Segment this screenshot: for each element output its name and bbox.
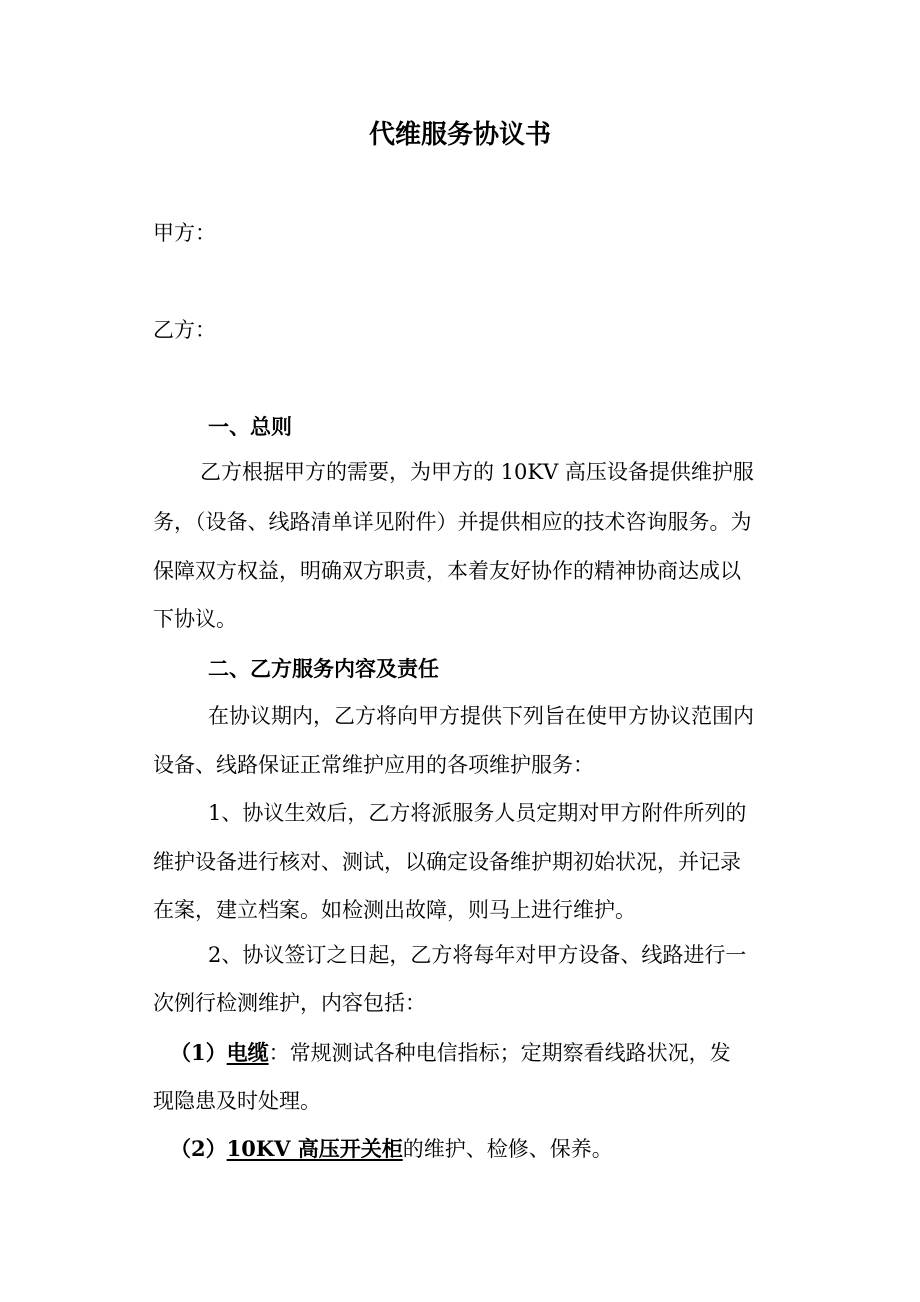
paragraph-line: 1、协议生效后，乙方将派服务人员定期对甲方附件所列的 <box>208 801 747 825</box>
paragraph-line: 保障双方权益，明确双方职责，本着友好协作的精神协商达成以 <box>153 559 741 583</box>
sub-item-switchgear <box>170 1138 613 1160</box>
paragraph-line: 2、协议签订之日起，乙方将每年对甲方设备、线路进行一 <box>208 943 747 967</box>
sub-item-term: 电缆 <box>226 1040 269 1065</box>
party-a-label: 甲方： <box>153 221 216 245</box>
paragraph-line: 维护设备进行核对、测试，以确定设备维护期初始状况，并记录 <box>153 850 741 874</box>
paragraph-line: 乙方根据甲方的需要，为甲方的 10KV 高压设备提供维护服 <box>200 460 754 484</box>
party-b-label: 乙方： <box>153 318 216 342</box>
paragraph-line: 下协议。 <box>153 607 237 631</box>
sub-item-number: （1） <box>170 1040 227 1065</box>
sub-item-term: 10KV 高压开关柜 <box>226 1136 403 1161</box>
paragraph-line: 在案，建立档案。如检测出故障，则马上进行维护。 <box>153 898 636 922</box>
paragraph-line: 现隐患及时处理。 <box>153 1089 321 1113</box>
sub-item-text: ：常规测试各种电信指标；定期察看线路状况，发 <box>268 1041 731 1065</box>
sub-item-number: （2） <box>170 1136 227 1161</box>
document-title: 代维服务协议书 <box>368 120 551 150</box>
section-heading-service: 二、乙方服务内容及责任 <box>208 656 439 681</box>
paragraph-line: 设备、线路保证正常维护应用的各项维护服务： <box>153 753 594 777</box>
paragraph-line: 务，（设备、线路清单详见附件）并提供相应的技术咨询服务。为 <box>153 510 752 534</box>
paragraph-line: 在协议期内，乙方将向甲方提供下列旨在使甲方协议范围内 <box>208 704 754 728</box>
sub-item-cable <box>170 1042 731 1064</box>
section-heading-general: 一、总则 <box>208 414 292 439</box>
sub-item-text: 的维护、检修、保养。 <box>402 1137 613 1161</box>
paragraph-line: 次例行检测维护，内容包括： <box>153 991 426 1015</box>
